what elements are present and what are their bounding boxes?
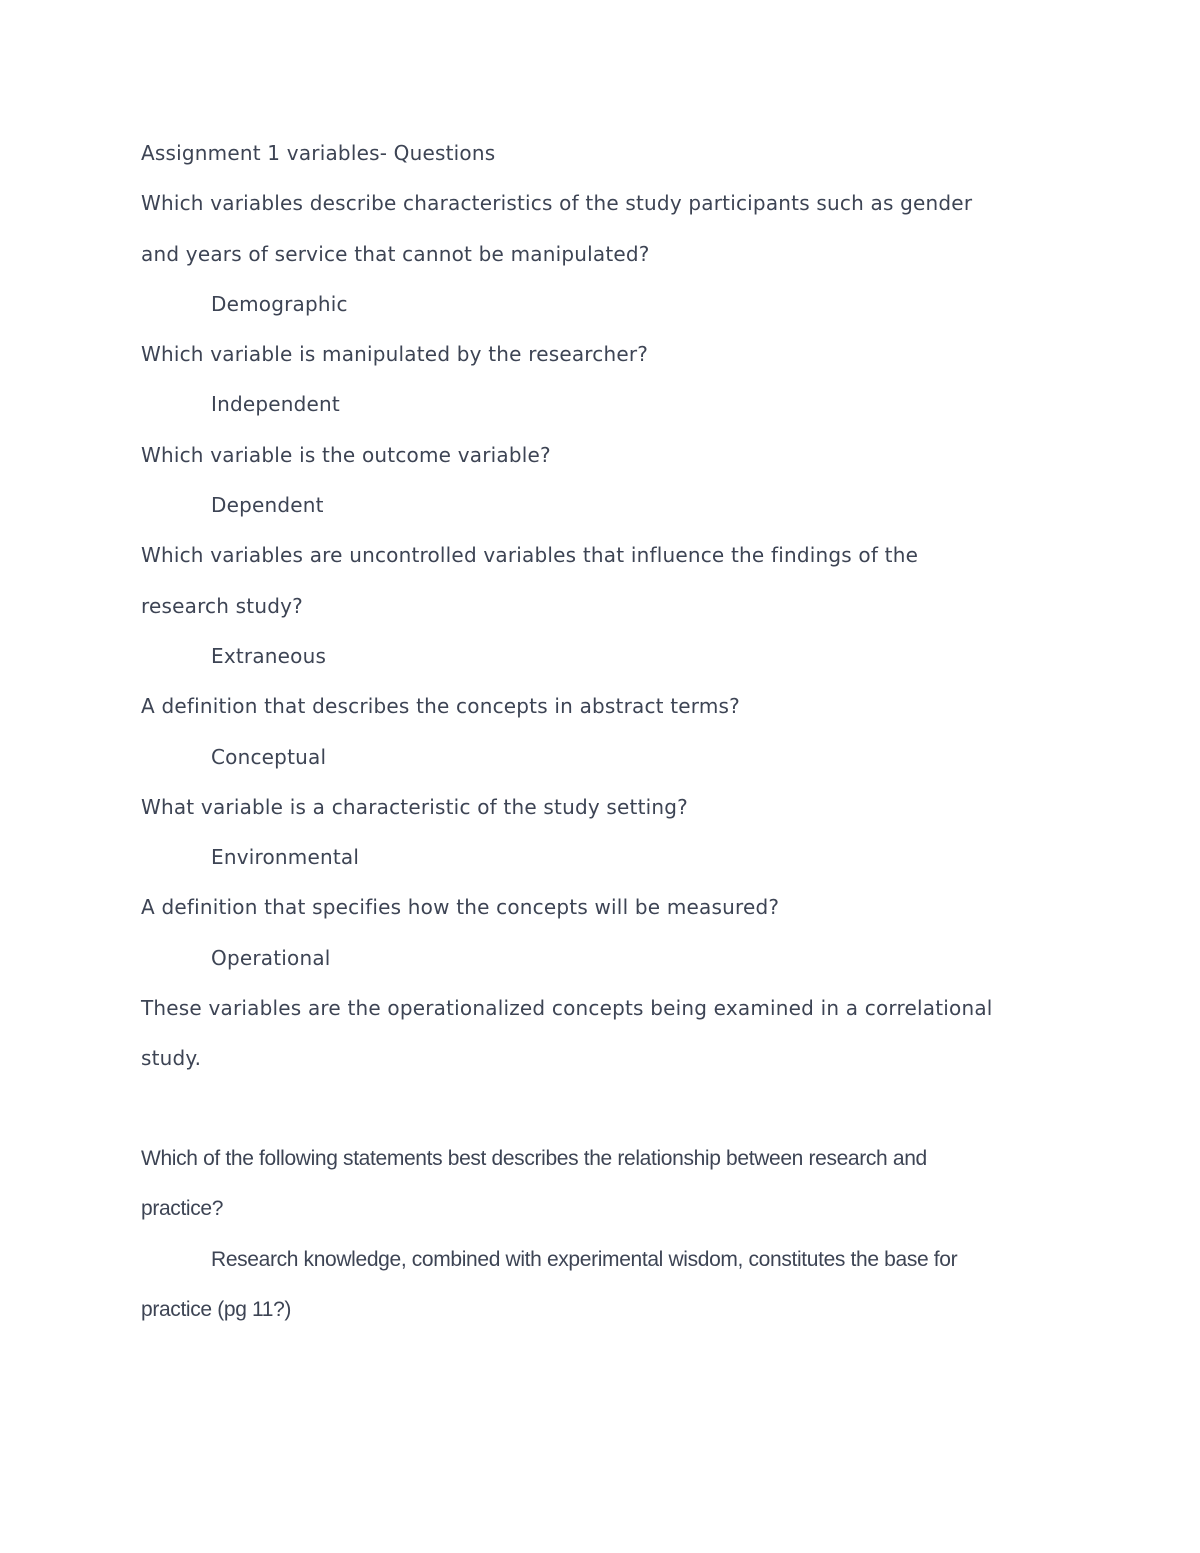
question-7: A definition that specifies how the concepts will be measured? [141, 895, 780, 920]
answer-3: Dependent [211, 493, 324, 518]
answer-6: Environmental [211, 845, 360, 870]
question-5: A definition that describes the concepts in abstract terms? [141, 694, 740, 719]
answer-9-line-2: practice (pg 11?) [141, 1297, 292, 1321]
question-2: Which variable is manipulated by the researcher? [141, 342, 649, 367]
answer-1: Demographic [211, 291, 348, 316]
question-8-line-1: These variables are the operationalized concepts being examined in a correlational [141, 996, 993, 1021]
answer-9-line-1: Research knowledge, combined with experimental wisdom, constitutes the base for [211, 1247, 958, 1271]
question-1-line-1: Which variables describe characteristics of the study participants such as gender [141, 191, 973, 216]
blank-line [141, 1084, 1061, 1134]
question-4-line-2: research study? [141, 593, 303, 618]
question-4-line-1: Which variables are uncontrolled variables that influence the findings of the [141, 543, 919, 568]
answer-4: Extraneous [211, 643, 327, 668]
answer-2: Independent [211, 392, 340, 417]
question-8-line-2: study. [141, 1046, 202, 1071]
question-9-line-2: practice? [141, 1197, 224, 1221]
answer-5: Conceptual [211, 744, 327, 769]
document-title: Assignment 1 variables- Questions [141, 141, 496, 165]
answer-7: Operational [211, 945, 331, 970]
document-body [141, 128, 1061, 1335]
question-9-line-1: Which of the following statements best describes the relationship between research and [141, 1146, 927, 1170]
question-6: What variable is a characteristic of the study setting? [141, 794, 688, 819]
question-3: Which variable is the outcome variable? [141, 442, 551, 467]
question-1-line-2: and years of service that cannot be manipulated? [141, 241, 650, 266]
